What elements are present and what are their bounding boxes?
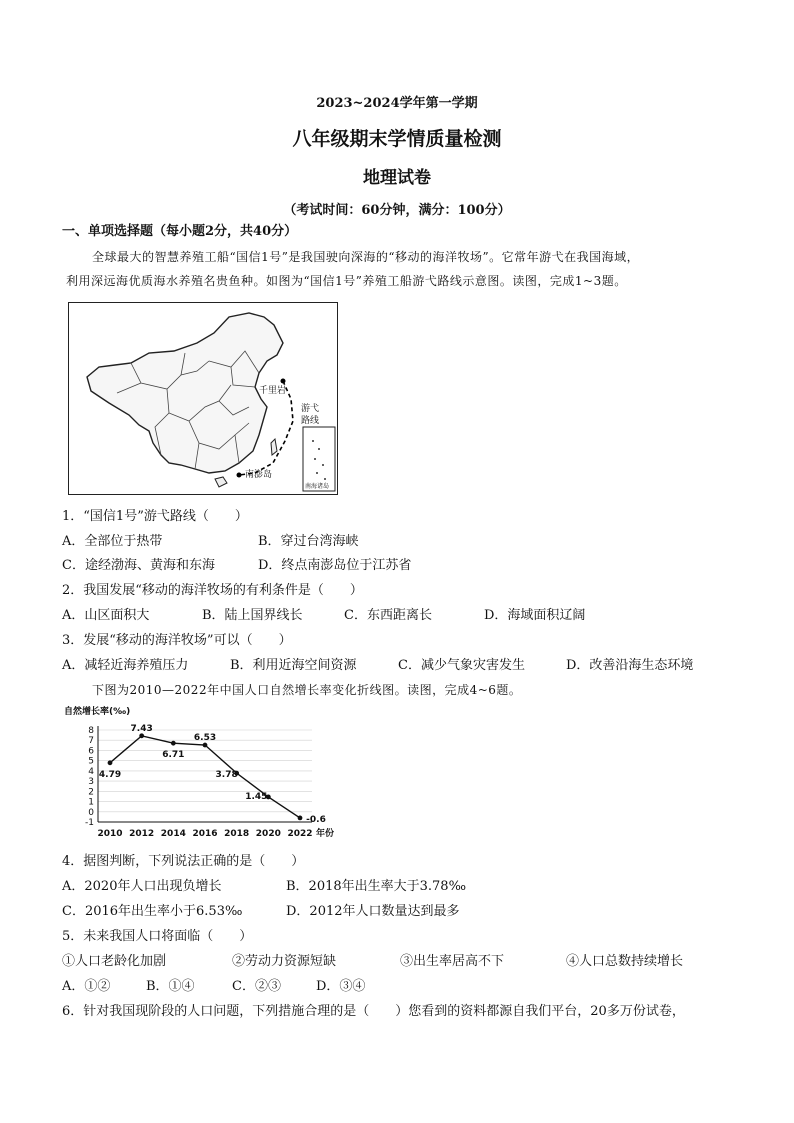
chart-data-label: 6.71 bbox=[162, 750, 185, 761]
china-route-map bbox=[68, 302, 338, 495]
chart-data-label: 6.53 bbox=[193, 733, 217, 744]
q5-statement-3: ③出生率居高不下 bbox=[400, 954, 505, 969]
map-inset-label: 南海诸岛 bbox=[305, 483, 330, 490]
q2-option-b[interactable]: B．陆上国界线长 bbox=[202, 608, 303, 623]
map-label-route2: 路线 bbox=[301, 416, 320, 426]
map-label-route1: 游弋 bbox=[301, 404, 320, 414]
map-label-end: 南澎岛 bbox=[245, 470, 273, 480]
q3-option-d[interactable]: D．改善沿海生态环境 bbox=[566, 658, 694, 673]
taiwan-island bbox=[271, 439, 277, 455]
china-outline bbox=[87, 313, 283, 473]
q1-option-a[interactable]: A．全部位于热带 bbox=[62, 534, 163, 549]
q5-option-a[interactable]: A．①② bbox=[62, 979, 111, 994]
q4-option-a[interactable]: A．2020年人口出现负增长 bbox=[62, 879, 222, 894]
q5-statement-2: ②劳动力资源短缺 bbox=[232, 954, 337, 969]
chart-ytick-label: -1 bbox=[85, 818, 94, 828]
chart-data-point bbox=[298, 816, 303, 821]
chart-ylabel: 自然增长率(‰) bbox=[64, 707, 131, 717]
chart-xtick-label: 2010 bbox=[97, 829, 123, 839]
chart-xtick-label: 2012 bbox=[129, 829, 155, 839]
q2-stem: 2．我国发展“移动的海洋牧场的有利条件是（ ） bbox=[62, 583, 363, 598]
chart-ytick-label: 0 bbox=[88, 807, 94, 818]
section-heading: 一、单项选择题（每小题2分，共40分） bbox=[62, 224, 298, 239]
exam-title: 八年级期末学情质量检测 bbox=[292, 128, 502, 150]
exam-subject: 地理试卷 bbox=[363, 168, 431, 188]
chart-xtick-label: 2022 bbox=[287, 829, 313, 839]
chart-xtick-label: 2016 bbox=[192, 829, 218, 839]
chart-data-label: 4.79 bbox=[98, 769, 122, 780]
q5-statement-4: ④人口总数持续增长 bbox=[566, 954, 684, 969]
q2-option-c[interactable]: C．东西距离长 bbox=[344, 608, 432, 623]
q1-option-c[interactable]: C．途经渤海、黄海和东海 bbox=[62, 558, 215, 573]
chart-ytick-label: 8 bbox=[88, 726, 94, 736]
map-label-start: 千里岩 bbox=[259, 386, 287, 396]
route-end-point bbox=[237, 473, 242, 478]
chart-data-label: 1.45 bbox=[245, 791, 268, 802]
chart-ytick-label: 4 bbox=[88, 766, 94, 777]
q6-stem: 6．针对我国现阶段的人口问题，下列措施合理的是（ ）您看到的资料都源自我们平台，20多万份试卷， bbox=[62, 1004, 685, 1019]
q1-stem: 1．“国信1号”游弋路线（ ） bbox=[62, 509, 248, 524]
q5-statement-1: ①人口老龄化加剧 bbox=[62, 954, 167, 969]
passage2-text: 下图为2010—2022年中国人口自然增长率变化折线图。读图，完成4~6题。 bbox=[92, 683, 522, 697]
chart-data-label: -0.6 bbox=[306, 814, 326, 825]
chart-ytick-label: 1 bbox=[88, 797, 94, 808]
q3-option-a[interactable]: A．减轻近海养殖压力 bbox=[62, 658, 189, 673]
passage1-line2: 利用深远海优质海水养殖名贵鱼种。如图为“国信1号”养殖工船游弋路线示意图。读图，完成1~3题。 bbox=[66, 274, 627, 288]
q4-option-d[interactable]: D．2012年人口数量达到最多 bbox=[286, 904, 460, 919]
chart-series-line bbox=[110, 736, 300, 818]
chart-data-point bbox=[171, 741, 176, 746]
chart-ytick-label: 5 bbox=[88, 756, 94, 767]
q5-option-b[interactable]: B．①④ bbox=[146, 979, 195, 994]
exam-term: 2023~2024学年第一学期 bbox=[316, 96, 478, 111]
map-illustration bbox=[69, 303, 337, 494]
chart-ytick-label: 2 bbox=[88, 787, 94, 798]
chart-xtick-label: 2020 bbox=[255, 829, 281, 839]
q5-stem: 5．未来我国人口将面临（ ） bbox=[62, 929, 253, 944]
hainan-island bbox=[215, 477, 227, 487]
q2-option-a[interactable]: A．山区面积大 bbox=[62, 608, 150, 623]
q3-stem: 3．发展“移动的海洋牧场”可以（ ） bbox=[62, 633, 292, 648]
q3-option-b[interactable]: B．利用近海空间资源 bbox=[230, 658, 357, 673]
q1-option-b[interactable]: B．穿过台湾海峡 bbox=[258, 534, 359, 549]
chart-data-label: 3.78 bbox=[215, 770, 238, 781]
chart-ytick-label: 7 bbox=[88, 736, 94, 747]
chart-ytick-label: 3 bbox=[88, 777, 94, 788]
chart-xtick-label: 2014 bbox=[160, 829, 186, 839]
q5-option-d[interactable]: D．③④ bbox=[316, 979, 366, 994]
chart-xtick-label: 2018 bbox=[224, 829, 250, 839]
q2-option-d[interactable]: D．海域面积辽阔 bbox=[484, 608, 586, 623]
chart-data-point bbox=[108, 760, 113, 765]
exam-info: （考试时间：60分钟，满分：100分） bbox=[283, 203, 511, 218]
chart-data-label: 7.43 bbox=[130, 723, 153, 734]
q4-option-b[interactable]: B．2018年出生率大于3.78‰ bbox=[286, 879, 467, 894]
chart-data-point bbox=[139, 733, 144, 738]
q3-option-c[interactable]: C．减少气象灾害发生 bbox=[398, 658, 525, 673]
q4-option-c[interactable]: C．2016年出生率小于6.53‰ bbox=[62, 904, 243, 919]
chart-data-point bbox=[203, 743, 208, 748]
passage1-line1: 全球最大的智慧养殖工船“国信1号”是我国驶向深海的“移动的海洋牧场”。它常年游弋在我国海域， bbox=[92, 250, 640, 264]
q5-option-c[interactable]: C．②③ bbox=[232, 979, 281, 994]
chart-xlabel: 年份 bbox=[316, 829, 335, 839]
q1-option-d[interactable]: D．终点南澎岛位于江苏省 bbox=[258, 558, 412, 573]
q4-stem: 4．据图判断，下列说法正确的是（ ） bbox=[62, 854, 305, 869]
chart-ytick-label: 6 bbox=[88, 746, 94, 757]
population-growth-chart bbox=[62, 702, 362, 844]
